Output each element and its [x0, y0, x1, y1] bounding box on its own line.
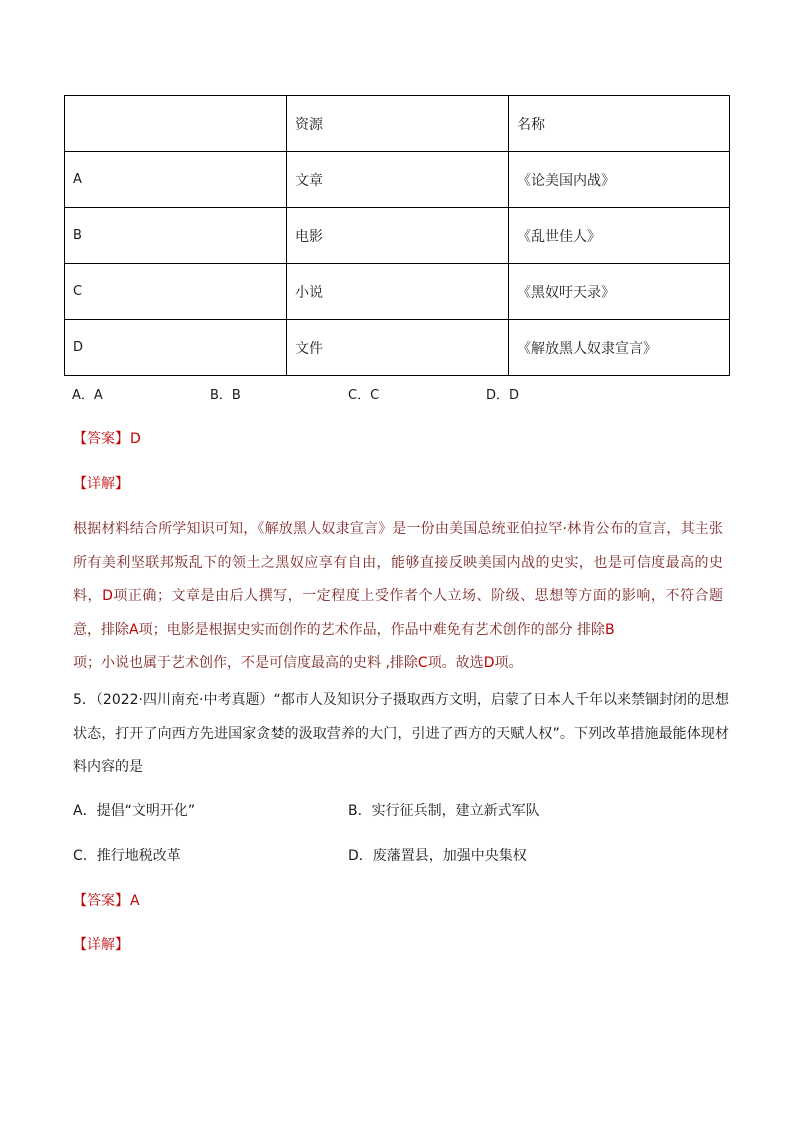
answer-value: D: [130, 431, 141, 447]
table-row: [65, 152, 730, 208]
table-cell: 《乱世佳人》: [509, 208, 730, 264]
table-cell: 小说: [287, 264, 509, 320]
q4-option-a: A．A: [72, 388, 103, 403]
q5-option-d: D．废藩置县，加强中央集权: [348, 848, 527, 864]
q5-option-b: B．实行征兵制，建立新式军队: [348, 803, 540, 819]
table-header-cell: [65, 96, 287, 152]
q5-option-c: C．推行地税改革: [73, 848, 181, 864]
explanation-highlight: B: [605, 621, 615, 638]
explanation-highlight: D: [483, 655, 495, 671]
q4-option-d: D．D: [486, 388, 520, 403]
table-cell: B: [65, 208, 287, 264]
q5-answer: [73, 890, 140, 910]
explanation-highlight: D: [102, 588, 113, 604]
table-cell: D: [65, 320, 287, 376]
explanation-text: 项。: [494, 655, 523, 671]
q4-option-c: C．C: [348, 388, 380, 403]
table-cell: 《黑奴吁天录》: [509, 264, 730, 320]
explanation-text: 项；小说也属于艺术创作，不是可信度最高的史料 ,排除: [73, 655, 418, 671]
explanation-text: 根据材料结合所学知识可知，《解放黑人奴隶宣言》是一份由美国总统亚伯拉罕·林肯公布的宣言，其主张所有美利坚联邦叛乱下的领土之黑奴应享有自由，能够直接反映美国内战的史实，也是可信度最高的史料，: [73, 521, 723, 604]
q5-detail-label: 【详解】: [73, 937, 129, 953]
table-header-cell: 资源: [287, 96, 509, 152]
table-row: [65, 264, 730, 320]
explanation-text: 项。故选: [427, 655, 484, 671]
explanation-text: 项；电影是根据史实而创作的艺术作品，作品中难免有艺术创作的部分 排除: [138, 621, 606, 638]
table-cell: A: [65, 152, 287, 208]
q4-option-b: B．B: [210, 388, 241, 403]
answer-label: 【答案】: [73, 893, 129, 909]
q5-option-a: A．提倡“文明开化”: [73, 803, 196, 819]
explanation-text: 项正确；文章是由后人撰写，一定程度上受作者个人立场、阶级、思想等方面的影响，不符合题意，排除: [73, 588, 724, 638]
table-cell: C: [65, 264, 287, 320]
q4-detail-label: 【详解】: [73, 476, 129, 492]
q4-explanation: [73, 513, 723, 681]
table-header-cell: 名称: [509, 96, 730, 152]
q4-answer: [73, 428, 141, 448]
explanation-highlight: A: [129, 621, 139, 638]
table-cell: 文件: [287, 320, 509, 376]
source-table: [64, 95, 730, 376]
answer-value: A: [130, 893, 140, 909]
explanation-highlight: C: [417, 655, 428, 671]
table-header-row: [65, 96, 730, 152]
table-cell: 文章: [287, 152, 509, 208]
table-cell: 《论美国内战》: [509, 152, 730, 208]
answer-label: 【答案】: [73, 431, 129, 447]
q5-stem: 5．（2022·四川南充·中考真题）“都市人及知识分子摄取西方文明，启蒙了日本人千年以来禁锢封闭的思想状态，打开了向西方先进国家贪婪的汲取营养的大门，引进了西方的天赋人权”。下列改革措施最能体现材料内容的是: [73, 692, 729, 775]
table-row: [65, 320, 730, 376]
table-row: [65, 208, 730, 264]
table-cell: 《解放黑人奴隶宣言》: [509, 320, 730, 376]
table-cell: 电影: [287, 208, 509, 264]
